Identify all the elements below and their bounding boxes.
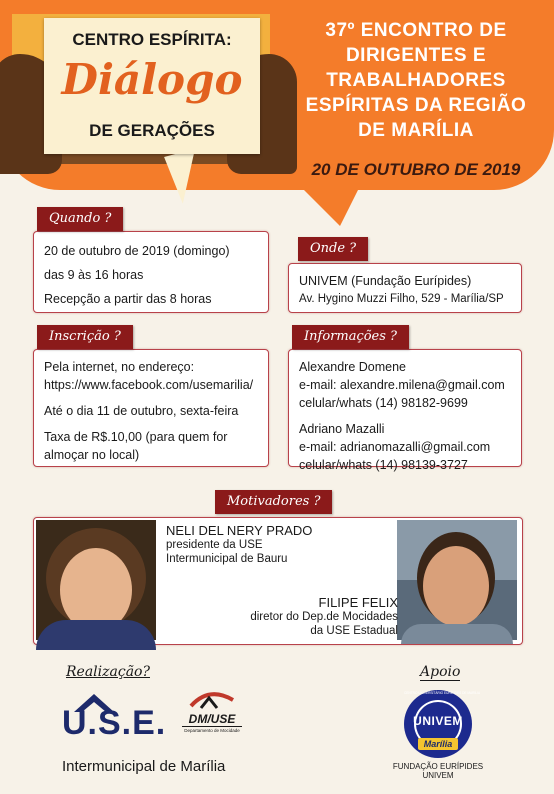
quando-box: 20 de outubro de 2019 (domingo) das 9 às 16 horas Recepção a partir das 8 horas [33, 231, 269, 313]
email-alexandre[interactable]: e-mail: alexandre.milena@gmail.com [299, 378, 505, 392]
apoio-label: Apoio [420, 664, 461, 680]
logo-line-2: Diálogo [61, 55, 243, 104]
inscricao-box: Pela internet, no endereço: https://www.facebook.com/usemarilia/ Até o dia 11 de outubro, sexta-feira Taxa de R$.10,00 (para quem for almoçar no local) [33, 349, 269, 467]
motivadores-tag: Motivadores ? [215, 490, 332, 514]
realizacao-label: Realização? [66, 664, 150, 680]
univem-logo: CENTRO UNIVERSITÁRIO EURÍPIDES DE MARÍLIA UNIVEM Marília [402, 688, 474, 760]
email-adriano[interactable]: e-mail: adrianomazalli@gmail.com [299, 440, 491, 454]
speaker-filipe-text: FILIPE FELIX diretor do Dep.de Mocidades da USE Estadual [250, 595, 398, 637]
use-logo: U.S.E. [62, 690, 152, 744]
logo-line-1: CENTRO ESPÍRITA: [72, 30, 232, 49]
onde-box: UNIVEM (Fundação Eurípides) Av. Hygino Muzzi Filho, 529 - Marília/SP [288, 263, 522, 313]
informacoes-box: Alexandre Domene e-mail: alexandre.milena@gmail.com celular/whats (14) 98182-9699 Adriano Mazalli e-mail: adrianomazalli@gmail.com celular/whats (14) 98139-3727 [288, 349, 522, 467]
dmuse-logo: DM/USE Departamento de Mocidade [182, 690, 242, 740]
informacoes-tag: Informações ? [292, 325, 409, 349]
event-date: 20 DE OUTUBRO DE 2019 [311, 160, 521, 179]
inscricao-tag: Inscrição ? [37, 325, 133, 349]
header-banner-tail [300, 186, 360, 226]
speaker-neli-text: NELI DEL NERY PRADO presidente da USE Intermunicipal de Bauru [166, 523, 313, 565]
quando-tag: Quando ? [37, 207, 123, 231]
speaker-photo-neli [36, 520, 156, 640]
event-title: 37º ENCONTRO DE DIRIGENTES E TRABALHADORES ESPÍRITAS DA REGIÃO DE MARÍLIA [305, 20, 527, 141]
speaker-photo-filipe [397, 520, 517, 640]
fundacao-text: FUNDAÇÃO EURÍPIDES UNIVEM [392, 762, 484, 780]
onde-tag: Onde ? [298, 237, 368, 261]
intermunicipal-text: Intermunicipal de Marília [62, 758, 226, 775]
dmuse-swoosh-icon [187, 690, 237, 712]
facebook-link[interactable]: https://www.facebook.com/usemarilia/ [44, 378, 254, 392]
logo-line-3: DE GERAÇÕES [89, 121, 215, 140]
